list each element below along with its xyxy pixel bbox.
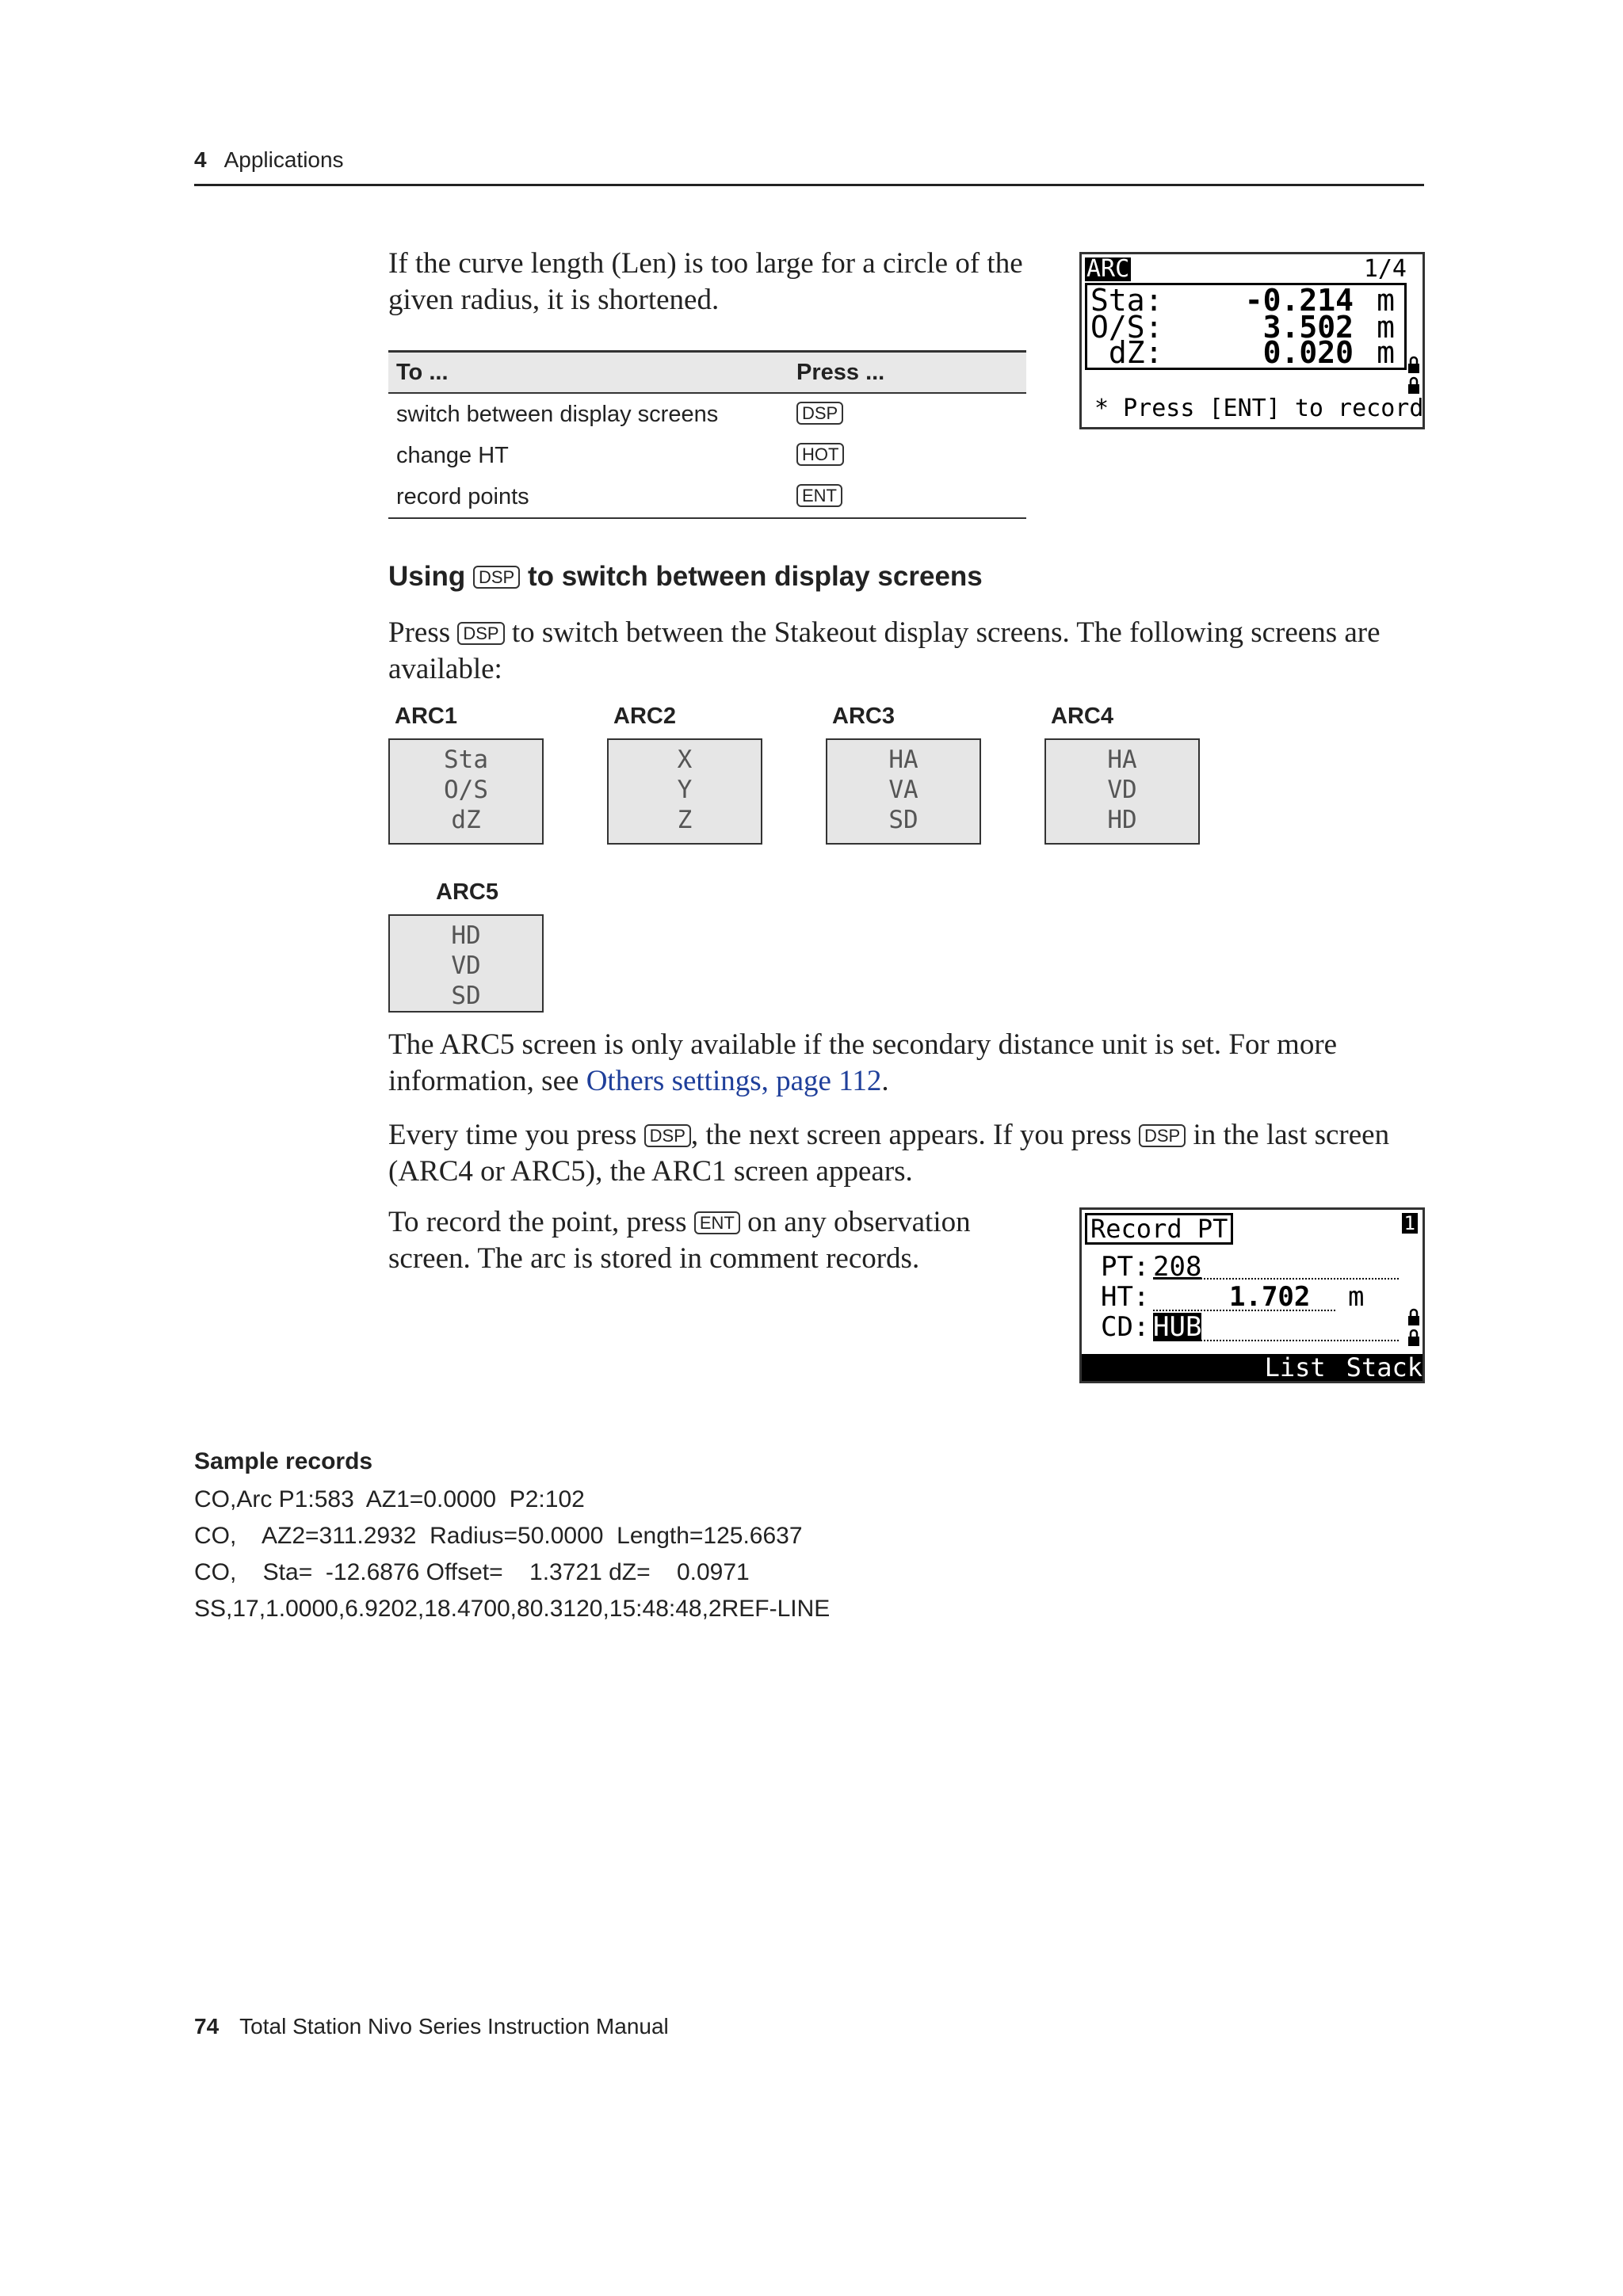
arc-line: HA [1107,746,1137,774]
sample-record-line: SS,17,1.0000,6.9202,18.4700,80.3120,15:48:48,2REF-LINE [194,1596,831,1622]
paragraph-text: The ARC5 screen is only available if the secondary distance unit is set. For more information, see [388,1028,1338,1097]
sample-record-line: CO,Arc P1:583 AZ1=0.0000 P2:102 [194,1486,585,1512]
dsp-cycle-paragraph [388,1117,1426,1190]
arc2-screen [607,738,762,845]
running-header [194,147,344,173]
paragraph-text: on any observation screen. The arc is stored in comment records. [388,1206,971,1275]
arc-line: VD [451,952,481,980]
dsp-key: DSP [473,566,520,589]
paragraph-text: . [881,1065,889,1097]
lcd-record-prompt: * Press [ENT] to record [1094,395,1424,422]
sample-record-line: CO, Sta= -12.6876 Offset= 1.3721 dZ= 0.0971 [194,1559,750,1585]
pt-field-underline [1201,1278,1399,1280]
lcd-dz-unit: m [1377,335,1395,370]
cd-field-underline [1201,1340,1399,1341]
arc-line: Z [677,806,693,834]
arc1-screen [388,738,544,845]
arc-line: HA [888,746,918,774]
header-rule [194,184,1424,186]
table-header-press: Press ... [789,352,1026,394]
lcd-sta-label: Sta: [1090,283,1163,318]
dsp-key: DSP [457,622,504,645]
record-title: Record PT [1085,1213,1233,1245]
arc-line: Sta [444,746,488,774]
arc-line: HD [1107,806,1137,834]
paragraph-text: , the next screen appears. If you press [690,1119,1132,1151]
table-cell-action: record points [388,476,789,518]
table-cell-action: change HT [396,442,509,468]
lcd-sta-value: -0.214 [1244,283,1354,318]
softkey-list[interactable]: List [1264,1352,1326,1383]
arc-line: dZ [451,806,481,834]
lcd-dz-label: dZ: [1090,335,1163,370]
chapter-title: Applications [223,147,344,172]
record-pt-lcd-screen [1079,1207,1425,1383]
hot-key: HOT [796,443,844,466]
lcd-page-indicator: 1/4 [1363,255,1407,283]
table-row [388,476,1026,518]
intro-paragraph: If the curve length (Len) is too large for a circle of the given radius, it is shortened. [388,247,1023,316]
arc4-screen [1044,738,1200,845]
arc5-paragraph [388,1027,1426,1100]
table-row [388,435,1026,476]
lcd-dz-value: 0.020 [1262,335,1354,370]
record-paragraph [388,1204,1022,1277]
arc3-label: ARC3 [832,704,895,729]
key-table [388,350,1623,519]
arc-lcd-screen [1079,252,1425,429]
paragraph-text: to switch between the Stakeout display screens. The following screens are available: [388,616,1381,685]
ent-key: ENT [796,484,842,507]
paragraph-text: Press [388,616,451,649]
lcd-data-frame [1085,283,1407,370]
page-number: 74 [194,2014,220,2039]
heading-text-post: to switch between display screens [527,561,983,592]
ht-field[interactable]: 1.702 [1229,1281,1311,1313]
heading-text-pre: Using [388,561,466,592]
record-indicator: 1 [1402,1213,1418,1234]
table-row [388,393,1026,435]
lcd-sta-unit: m [1377,283,1395,318]
lcd-os-unit: m [1377,310,1395,345]
sample-record-line: CO, AZ2=311.2932 Radius=50.0000 Length=125.6637 [194,1523,803,1549]
others-settings-link[interactable]: Others settings, page 112 [586,1065,882,1097]
arc-line: Y [677,776,693,804]
dsp-key: DSP [1139,1124,1186,1147]
lcd-os-value: 3.502 [1262,310,1354,345]
cd-label: CD: [1101,1311,1150,1343]
ht-unit: m [1348,1281,1365,1313]
arc-line: HD [451,921,481,950]
arc-line: VD [1107,776,1137,804]
softkey-bar [1082,1354,1423,1381]
arc1-label: ARC1 [395,704,457,729]
dsp-key: DSP [796,402,843,425]
manual-title: Total Station Nivo Series Instruction Manual [239,2014,669,2039]
pt-label: PT: [1101,1251,1150,1283]
paragraph-text: To record the point, press [388,1206,687,1238]
pt-field[interactable]: 208 [1153,1251,1202,1283]
chapter-number: 4 [194,147,207,172]
running-footer [194,2014,669,2039]
arc-line: VA [888,776,918,804]
arc5-label: ARC5 [436,879,498,905]
arc5-screen [388,914,544,1013]
section-heading [388,561,983,593]
arc4-label: ARC4 [1051,704,1113,729]
arc-line: X [677,746,693,774]
dsp-key: DSP [644,1124,691,1147]
ht-label: HT: [1101,1281,1150,1313]
lcd-title: ARC [1086,255,1130,283]
arc-line: O/S [444,776,488,804]
arc-line: SD [888,806,918,834]
ent-key: ENT [694,1211,740,1234]
table-header-to: To ... [388,352,789,394]
arc3-screen [826,738,981,845]
arc-line: SD [451,982,481,1010]
paragraph-text: Every time you press [388,1119,637,1151]
lock-icon [1407,356,1421,397]
lock-icon [1407,1308,1421,1349]
arc2-label: ARC2 [613,704,676,729]
table-cell-action: switch between display screens [396,401,719,427]
table-header-row [388,352,1026,394]
cd-field[interactable]: HUB [1153,1311,1202,1343]
dsp-paragraph [388,615,1426,688]
paragraph-text: in the last screen (ARC4 or ARC5), the ARC1 screen appears. [388,1119,1390,1188]
lcd-os-label: O/S: [1090,310,1163,345]
sample-records-heading: Sample records [194,1448,373,1474]
softkey-stack[interactable]: Stack [1346,1352,1423,1383]
